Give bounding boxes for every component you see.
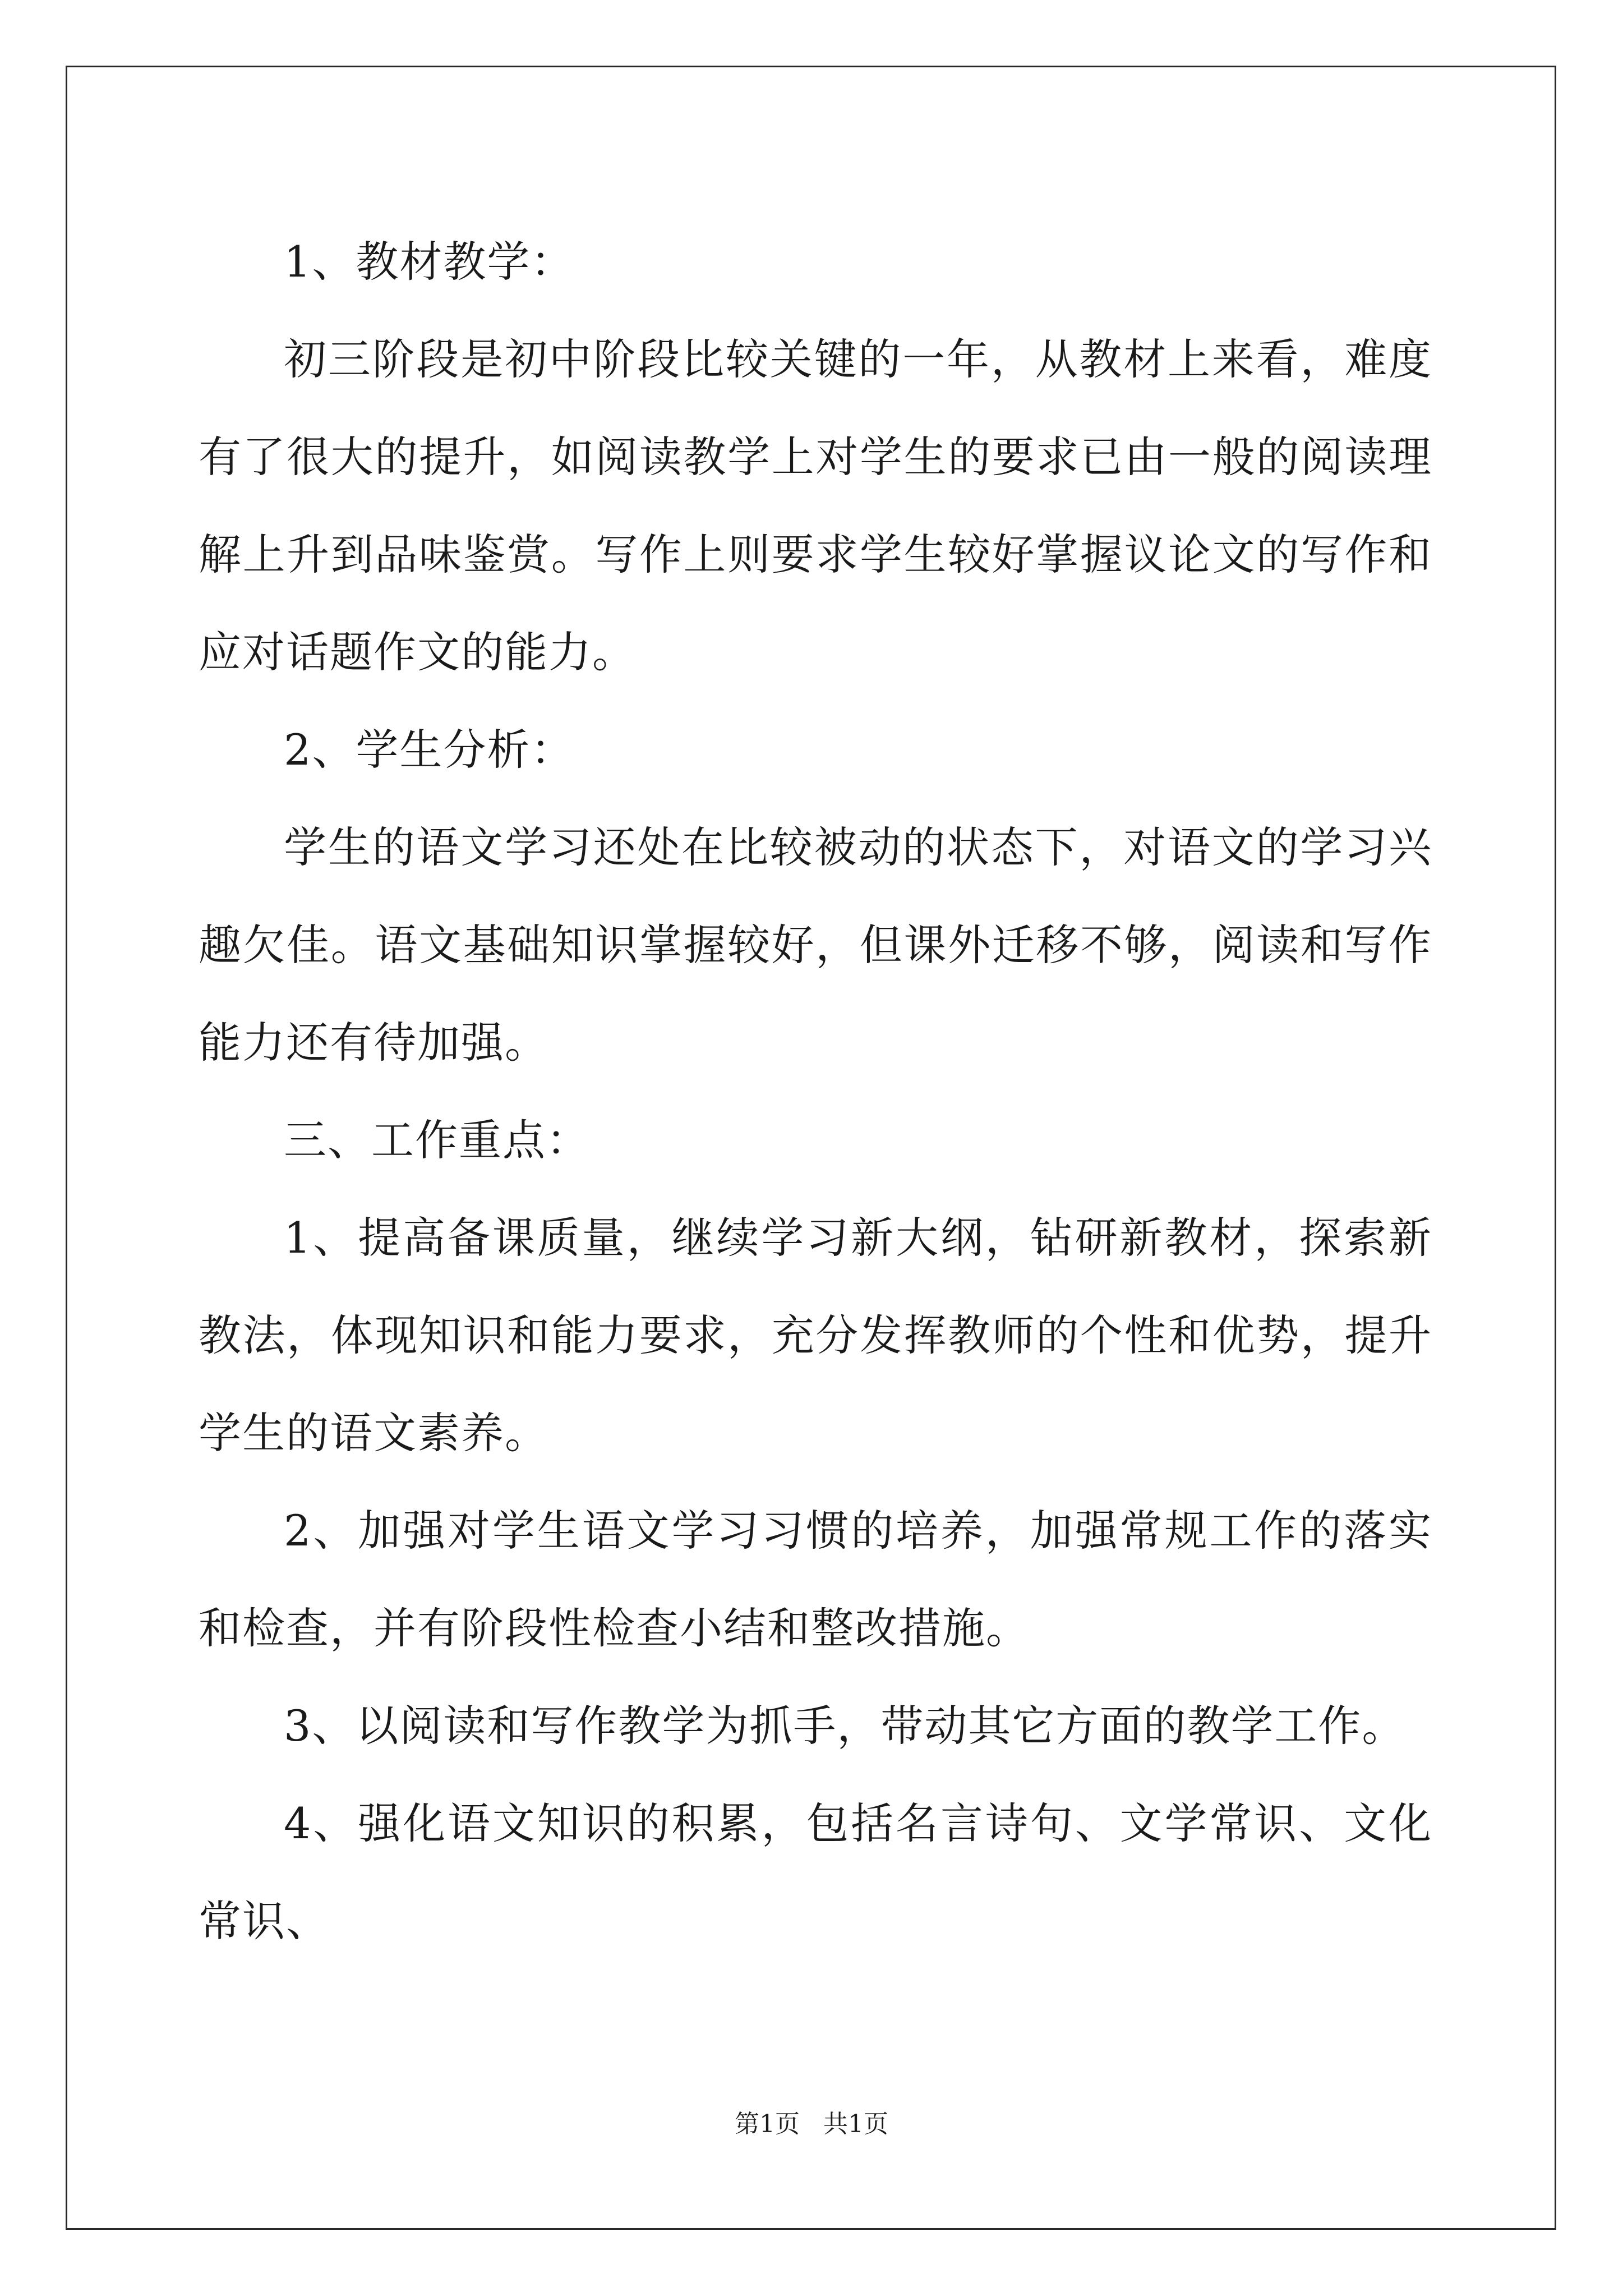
page-footer xyxy=(0,2104,1623,2139)
heading-student-analysis: 2、学生分析： xyxy=(284,725,575,775)
page-number: 第1页 xyxy=(735,2110,800,2138)
paragraph-student-analysis: 学生的语文学习还处在比较被动的状态下，对语文的学习兴趣欠佳。语文基础知识掌握较好，但课外迁移不够，阅读和写作能力还有待加强。 xyxy=(199,822,1432,1068)
paragraph-focus-3: 3、以阅读和写作教学为抓手，带动其它方面的教学工作。 xyxy=(284,1701,1406,1751)
document-body xyxy=(199,213,1432,1970)
paragraph-focus-2: 2、加强对学生语文学习习惯的培养，加强常规工作的落实和检查，并有阶段性检查小结和整改措施。 xyxy=(199,1506,1432,1653)
heading-work-focus: 三、工作重点： xyxy=(284,1115,590,1165)
page-total: 共1页 xyxy=(823,2110,888,2138)
paragraph-textbook: 初三阶段是初中阶段比较关键的一年，从教材上来看，难度有了很大的提升，如阅读教学上对学生的要求已由一般的阅读理解上升到品味鉴赏。写作上则要求学生较好掌握议论文的写作和应对话题作文的能力。 xyxy=(199,334,1432,677)
paragraph-focus-4: 4、强化语文知识的积累，包括名言诗句、文学常识、文化常识、 xyxy=(199,1798,1432,1946)
heading-textbook: 1、教材教学： xyxy=(284,237,575,287)
paragraph-focus-1: 1、提高备课质量，继续学习新大纲，钻研新教材，探索新教法，体现知识和能力要求，充分发挥教师的个性和优势，提升学生的语文素养。 xyxy=(199,1213,1432,1458)
